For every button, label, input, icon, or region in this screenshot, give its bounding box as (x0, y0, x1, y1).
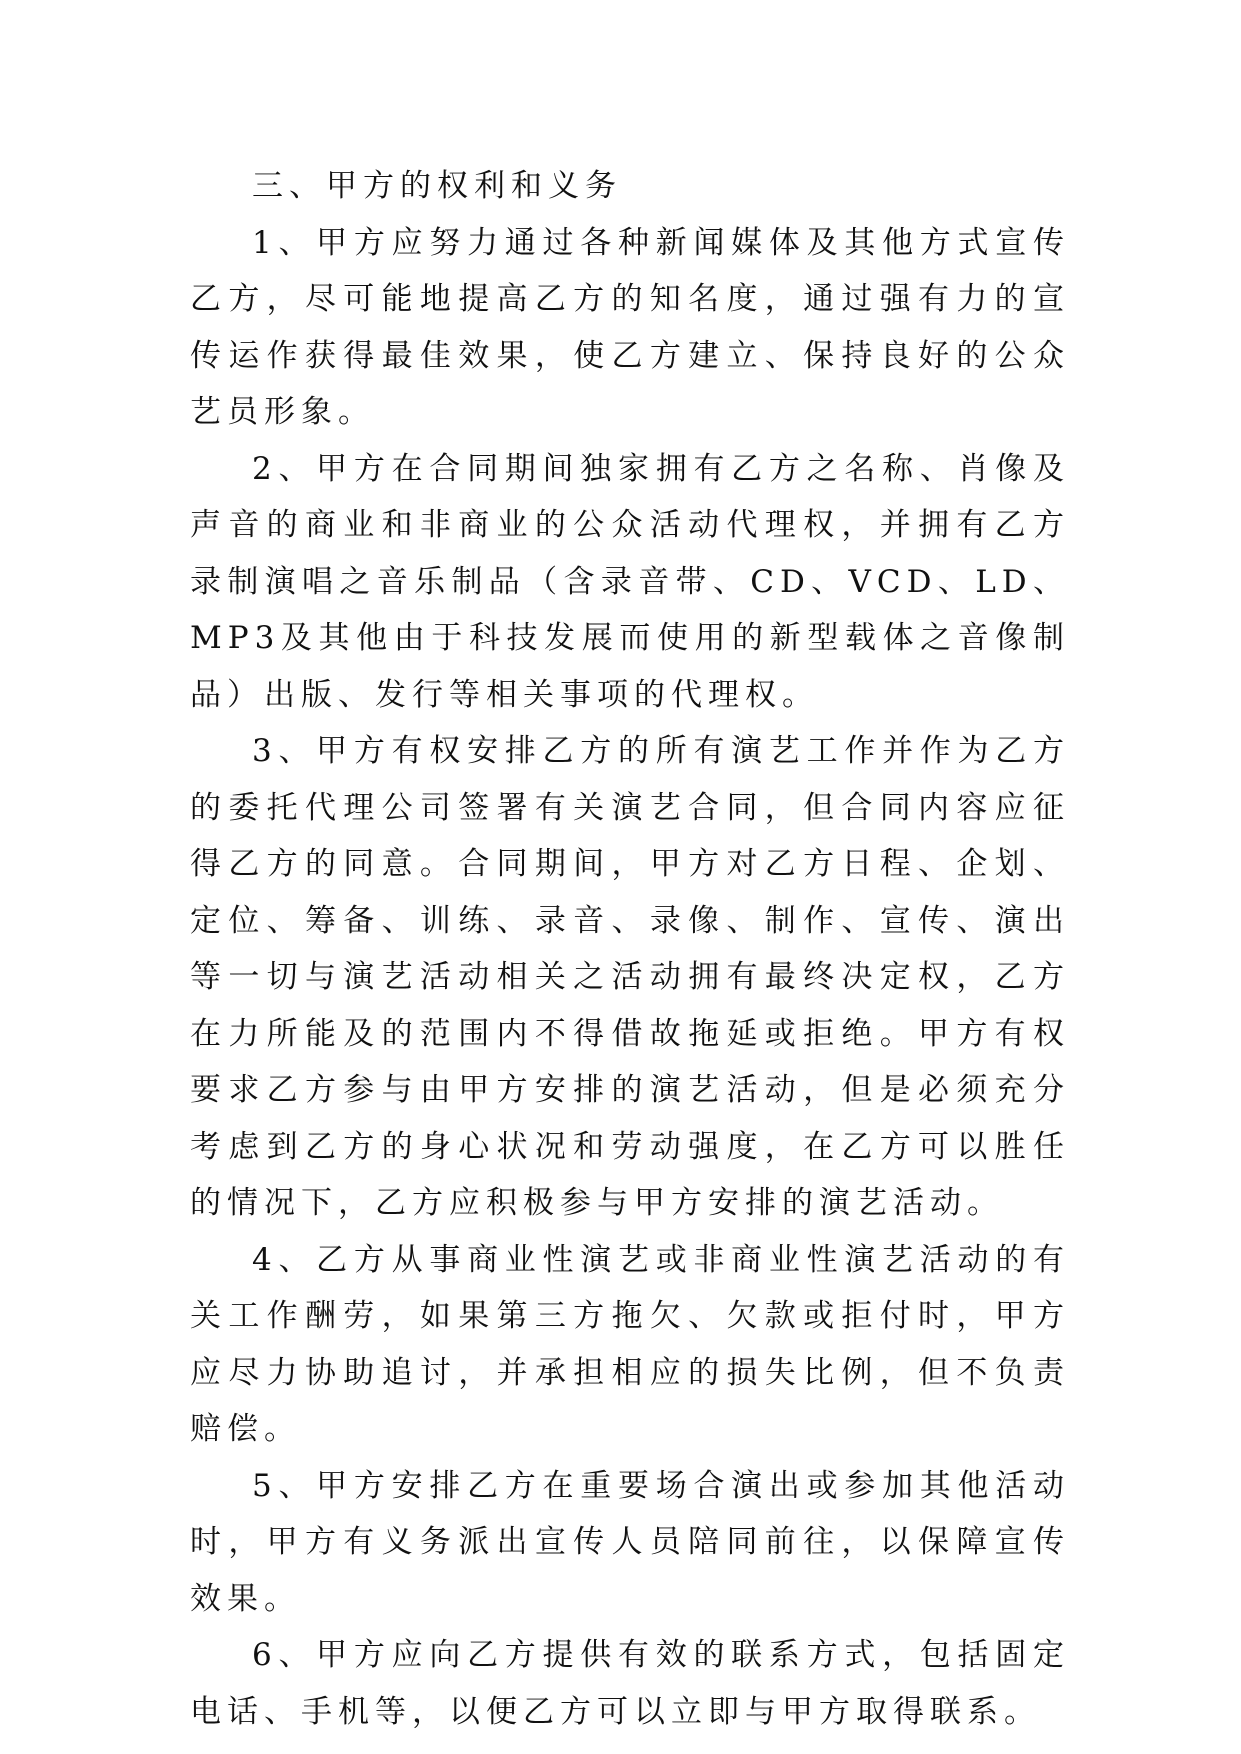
paragraph-3: 3、甲方有权安排乙方的所有演艺工作并作为乙方的委托代理公司签署有关演艺合同，但合同内容应征得乙方的同意。合同期间，甲方对乙方日程、企划、定位、筹备、训练、录音、录像、制作、宣传、演出等一切与演艺活动相关之活动拥有最终决定权，乙方在力所能及的范围内不得借故拖延或拒绝。甲方有权要求乙方参与由甲方安排的演艺活动，但是必须充分考虑到乙方的身心状况和劳动强度，在乙方可以胜任的情况下，乙方应积极参与甲方安排的演艺活动。 (190, 733, 1070, 1221)
document-body (190, 158, 1070, 1740)
paragraph-2: 2、甲方在合同期间独家拥有乙方之名称、肖像及声音的商业和非商业的公众活动代理权，并拥有乙方录制演唱之音乐制品（含录音带、CD、VCD、LD、MP3及其他由于科技发展而使用的新型载体之音像制品）出版、发行等相关事项的代理权。 (190, 450, 1070, 713)
paragraph-5: 5、甲方安排乙方在重要场合演出或参加其他活动时，甲方有义务派出宣传人员陪同前往，以保障宣传效果。 (190, 1467, 1070, 1617)
section-heading: 三、甲方的权利和义务 (252, 168, 622, 204)
paragraph-4: 4、乙方从事商业性演艺或非商业性演艺活动的有关工作酬劳，如果第三方拖欠、欠款或拒付时，甲方应尽力协助追讨，并承担相应的损失比例，但不负责赔偿。 (190, 1241, 1070, 1447)
paragraph-6: 6、甲方应向乙方提供有效的联系方式，包括固定电话、手机等，以便乙方可以立即与甲方取得联系。 (190, 1637, 1070, 1730)
paragraph-1: 1、甲方应努力通过各种新闻媒体及其他方式宣传乙方，尽可能地提高乙方的知名度，通过强有力的宣传运作获得最佳效果，使乙方建立、保持良好的公众艺员形象。 (190, 224, 1070, 430)
